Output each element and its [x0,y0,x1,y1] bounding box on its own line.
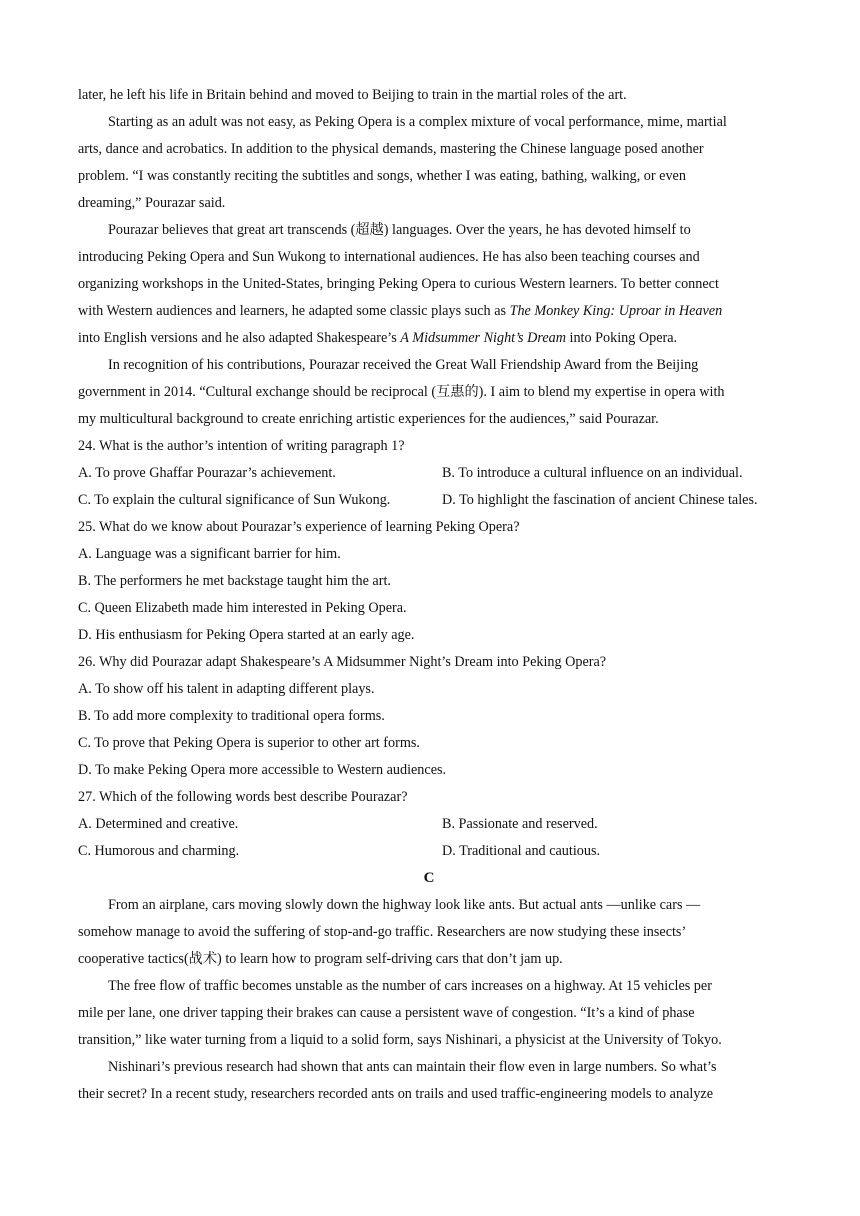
option-d[interactable]: D. Traditional and cautious. [442,843,601,859]
paragraph-line: their secret? In a recent study, researchers recorded ants on trails and used traffic-engineering models to analyze [78,1086,714,1102]
paragraph-line: arts, dance and acrobatics. In addition to the physical demands, mastering the Chinese language posed another [78,141,704,157]
question-stem: 26. Why did Pourazar adapt Shakespeare’s A Midsummer Night’s Dream into Peking Opera? [78,654,607,670]
option-a[interactable]: A. Language was a significant barrier for him. [78,546,341,562]
paragraph-line: my multicultural background to create enriching artistic experiences for the audiences,” said Pourazar. [78,411,659,427]
paragraph-text: with Western audiences and learners, he adapted some classic plays such as [78,303,510,319]
paragraph-line: transition,” like water turning from a liquid to a solid form, says Nishinari, a physicist at the University of Tokyo. [78,1032,722,1048]
option-d[interactable]: D. To highlight the fascination of ancient Chinese tales. [442,492,758,508]
option-row [78,487,780,514]
option-a[interactable]: A. Determined and creative. [78,816,239,832]
paragraph-line: Pourazar believes that great art transcends (超越) languages. Over the years, he has devoted himself to [108,222,691,238]
paragraph-line: somehow manage to avoid the suffering of stop-and-go traffic. Researchers are now studying these insects’ [78,924,687,940]
paragraph-text: into Poking Opera. [565,330,678,346]
question-stem: 25. What do we know about Pourazar’s experience of learning Peking Opera? [78,519,520,535]
play-title: The Monkey King: Uproar in Heaven [509,303,723,319]
option-c[interactable]: C. To prove that Peking Opera is superior to other art forms. [78,735,420,751]
play-title: A Midsummer Night’s Dream [400,330,566,346]
option-row [78,838,780,865]
paragraph-line: government in 2014. “Cultural exchange should be reciprocal (互惠的). I aim to blend my expertise in opera with [78,384,725,400]
paragraph-text: into English versions and he also adapted Shakespeare’s [78,330,401,346]
paragraph-line: The free flow of traffic becomes unstable as the number of cars increases on a highway. At 15 vehicles per [108,978,712,994]
paragraph-line: Starting as an adult was not easy, as Peking Opera is a complex mixture of vocal performance, mime, martial [108,114,727,130]
paragraph-line: cooperative tactics(战术) to learn how to program self-driving cars that don’t jam up. [78,951,563,967]
option-row [78,811,780,838]
paragraph-line: In recognition of his contributions, Pourazar received the Great Wall Friendship Award from the Beijing [108,357,699,373]
option-c[interactable]: C. Queen Elizabeth made him interested in Peking Opera. [78,600,407,616]
option-c[interactable]: C. To explain the cultural significance of Sun Wukong. [78,492,391,508]
option-d[interactable]: D. To make Peking Opera more accessible to Western audiences. [78,762,447,778]
option-b[interactable]: B. To add more complexity to traditional opera forms. [78,708,385,724]
document-page [78,82,780,1108]
option-a[interactable]: A. To prove Ghaffar Pourazar’s achievement. [78,465,336,481]
paragraph-line: organizing workshops in the United-States, bringing Peking Opera to curious Western learners. To better connect [78,276,719,292]
option-d[interactable]: D. His enthusiasm for Peking Opera started at an early age. [78,627,415,643]
paragraph-line: introducing Peking Opera and Sun Wukong to international audiences. He has also been teaching courses and [78,249,700,265]
paragraph-line [78,298,780,325]
paragraph-line: mile per lane, one driver tapping their brakes can cause a persistent wave of congestion. “It’s a kind of phase [78,1005,695,1021]
question-stem: 24. What is the author’s intention of writing paragraph 1? [78,438,405,454]
option-a[interactable]: A. To show off his talent in adapting different plays. [78,681,375,697]
paragraph-line: Nishinari’s previous research had shown that ants can maintain their flow even in large numbers. So what’s [108,1059,717,1075]
option-b[interactable]: B. The performers he met backstage taught him the art. [78,573,391,589]
paragraph-line: later, he left his life in Britain behind and moved to Beijing to train in the martial roles of the art. [78,87,627,103]
option-b[interactable]: B. Passionate and reserved. [442,816,598,832]
option-c[interactable]: C. Humorous and charming. [78,843,240,859]
paragraph-line: dreaming,” Pourazar said. [78,195,226,211]
paragraph-line: problem. “I was constantly reciting the subtitles and songs, whether I was eating, bathing, walking, or even [78,168,686,184]
paragraph-line [78,325,780,352]
option-b[interactable]: B. To introduce a cultural influence on an individual. [442,465,743,481]
paragraph-line: From an airplane, cars moving slowly down the highway look like ants. But actual ants —unlike cars — [108,897,701,913]
option-row [78,460,780,487]
question-stem: 27. Which of the following words best describe Pourazar? [78,789,408,805]
section-heading: C [423,870,435,886]
